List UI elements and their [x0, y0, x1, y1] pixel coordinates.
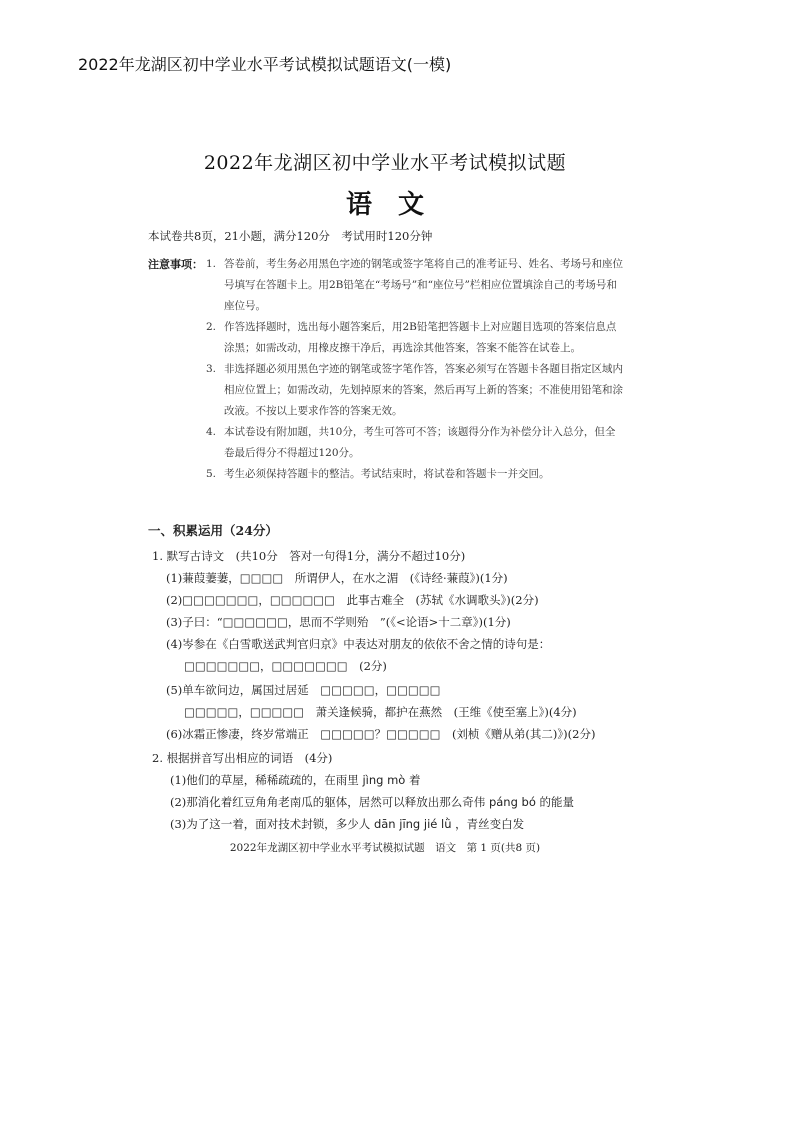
question-2-item [170, 816, 524, 832]
question-1-item: (3)子曰：“□□□□□□，思而不学则殆 ”(《<论语>十二章》)(1分) [166, 615, 511, 629]
question-1-item: (4)岑参在《白雪歌送武判官归京》中表达对朋友的依依不舍之情的诗句是： [166, 637, 551, 651]
note-number: 1. [206, 258, 217, 270]
note-text: 作答选择题时，选出每小题答案后，用2B铅笔把答题卡上对应题目选项的答案信息点涂黑；如需改动，用橡皮擦干净后，再选涂其他答案，答案不能答在试卷上。 [224, 321, 617, 354]
question-1-item: (6)冰霜正惨凄，终岁常端正 □□□□□？□□□□□ (刘桢《赠从弟(其二)》)(2分) [166, 727, 596, 741]
pinyin-prompt: páng bó [488, 795, 536, 809]
notes-label: 注意事项： [148, 258, 203, 271]
note-text: 答卷前，考生务必用黑色字迹的钢笔或签字笔将自己的准考证号、姓名、考场号和座位号填写在答题卡上。用2B铅笔在“考场号”和“座位号”栏相应位置填涂自己的考场号和座位号。 [224, 258, 623, 312]
question-text: 的能量 [539, 795, 575, 809]
question-text: (1)他们的草屋，稀稀疏疏的，在雨里 [170, 773, 359, 787]
question-1-stem: 1. 默写古诗文 (共10分 答对一句得1分，满分不超过10分) [152, 549, 466, 563]
exam-subject: 语 文 [345, 190, 424, 220]
question-text: 着 [408, 773, 421, 787]
question-2-item [170, 794, 574, 810]
pinyin-prompt: jìng mò [362, 773, 406, 787]
question-2-item [170, 772, 420, 788]
note-item [206, 422, 624, 464]
question-2-stem: 2. 根据拼音写出相应的词语 (4分) [152, 751, 333, 765]
section-heading: 一、积累运用（24分） [148, 523, 278, 538]
question-text: ，青丝变白发 [455, 817, 525, 831]
note-number: 3. [206, 363, 217, 375]
page-header: 2022年龙湖区初中学业水平考试模拟试题语文(一模) [78, 55, 452, 74]
note-item [206, 317, 624, 359]
page-footer: 2022年龙湖区初中学业水平考试模拟试题 语文 第 1 页(共8 页) [229, 842, 541, 854]
question-1-item: (2)□□□□□□□，□□□□□□ 此事古难全 (苏轼《水调歌头》)(2分) [166, 593, 539, 607]
exam-title: 2022年龙湖区初中学业水平考试模拟试题 [203, 152, 567, 174]
question-1-item: □□□□□，□□□□□ 萧关逢候骑，都护在燕然 (王维《使至塞上》)(4分) [184, 705, 577, 719]
note-number: 2. [206, 321, 217, 333]
note-item [206, 464, 624, 485]
notes-list [206, 254, 624, 485]
question-1-item: □□□□□□□，□□□□□□□ (2分) [184, 659, 387, 673]
exam-info: 本试卷共8页，21小题，满分120分 考试用时120分钟 [148, 229, 433, 243]
question-text: (3)为了这一着，面对技术封锁，多少人 [170, 817, 371, 831]
question-1-item: (1)蒹葭萋萋，□□□□ 所谓伊人，在水之湄 (《诗经·蒹葭》)(1分) [166, 571, 508, 585]
note-item [206, 254, 624, 317]
question-1-item: (5)单车欲问边，属国过居延 □□□□□，□□□□□ [166, 683, 441, 697]
note-text: 考生必须保持答题卡的整洁。考试结束时，将试卷和答题卡一并交回。 [224, 468, 550, 480]
note-text: 本试卷设有附加题，共10分，考生可答可不答；该题得分作为补偿分计入总分，但全卷最后得分不得超过120分。 [224, 426, 616, 459]
note-text: 非选择题必须用黑色字迹的钢笔或签字笔作答，答案必须写在答题卡各题目指定区域内相应位置上；如需改动，先划掉原来的答案，然后再写上新的答案；不准使用铅笔和涂改液。不按以上要求作答的答案无效。 [224, 363, 623, 417]
note-item [206, 359, 624, 422]
pinyin-prompt: dān jīng jié lǜ [373, 817, 452, 831]
question-text: (2)那消化着红豆角角老南瓜的躯体，居然可以释放出那么奇伟 [170, 795, 486, 809]
note-number: 4. [206, 426, 217, 438]
note-number: 5. [206, 468, 217, 480]
